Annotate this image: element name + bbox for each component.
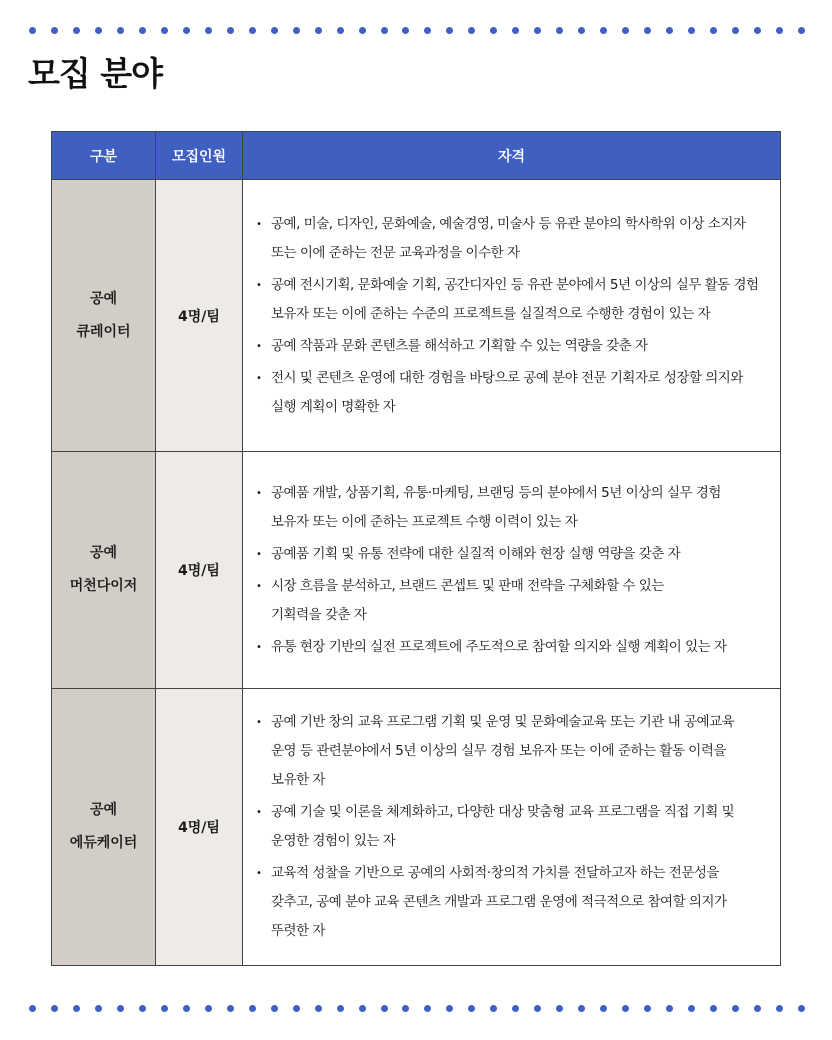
recruitment-table [51,131,781,966]
table-row [52,689,781,966]
dot-icon [315,27,322,34]
row-qualifications [243,452,781,689]
qualification-item [254,540,770,569]
dot-icon [139,27,146,34]
dot-icon [578,1005,585,1012]
qualification-line: 기획력을 갖춘 자 [271,606,367,623]
dot-icon [293,1005,300,1012]
qualification-line: • 공예 기반 창의 교육 프로그램 기획 및 운영 및 문화예술교육 또는 기관 내 공예교육 [271,714,735,730]
dot-icon [249,27,256,34]
dot-icon [732,27,739,34]
dot-icon [73,1005,80,1012]
dot-icon [512,27,519,34]
dot-icon [512,1005,519,1012]
row-count: 4명/팀 [156,180,243,452]
qualification-item [254,572,770,630]
dot-icon [710,27,717,34]
top-dot-divider [29,26,805,34]
qualification-line: • 공예품 개발, 상품기획, 유통·마케팅, 브랜딩 등의 분야에서 5년 이상의 실무 경험 [271,484,721,501]
dot-icon [490,27,497,34]
table-header-row [52,132,781,180]
dot-icon [556,1005,563,1012]
dot-icon [161,1005,168,1012]
row-category [52,689,156,966]
dot-icon [578,27,585,34]
dot-icon [424,1005,431,1012]
dot-icon [315,1005,322,1012]
dot-icon [688,27,695,34]
dot-icon [337,27,344,34]
page-title: 모집 분야 [28,54,163,93]
row-category [52,180,156,452]
dot-icon [402,27,409,34]
qualification-line: 운영 등 관련분야에서 5년 이상의 실무 경험 보유자 또는 이에 준하는 활동 이력을 [271,743,726,759]
qualification-item [254,479,770,537]
qualification-line: • 공예 전시기획, 문화예술 기획, 공간디자인 등 유관 분야에서 5년 이상의 실무 활동 경험 [271,276,759,293]
dot-icon [798,27,805,34]
dot-icon [710,1005,717,1012]
dot-icon [754,1005,761,1012]
dot-icon [534,1005,541,1012]
dot-icon [337,1005,344,1012]
dot-icon [95,27,102,34]
category-line: 공예 [89,802,118,818]
qualification-line: 뚜렷한 자 [271,923,325,939]
dot-icon [359,27,366,34]
header-category: 구분 [52,132,156,180]
category-line: 공예 [89,545,118,561]
qualification-line: 갖추고, 공예 분야 교육 콘텐츠 개발과 프로그램 운영에 적극적으로 참여할 의지가 [271,894,727,910]
table-row [52,180,781,452]
dot-icon [271,1005,278,1012]
dot-icon [227,1005,234,1012]
dot-icon [776,1005,783,1012]
dot-icon [29,27,36,34]
qualification-line: • 공예 기술 및 이론을 체계화하고, 다양한 대상 맞춤형 교육 프로그램을 직접 기획 및 [271,804,735,820]
dot-icon [249,1005,256,1012]
dot-icon [688,1005,695,1012]
category-line: 머천다이저 [69,578,138,594]
dot-icon [600,1005,607,1012]
row-count: 4명/팀 [156,452,243,689]
dot-icon [29,1005,36,1012]
dot-icon [381,27,388,34]
qualification-line: • 전시 및 콘텐츠 운영에 대한 경험을 바탕으로 공예 분야 전문 기획자로 성장할 의지와 [271,369,743,386]
dot-icon [754,27,761,34]
qualification-line: 또는 이에 준하는 전문 교육과정을 이수한 자 [271,244,520,261]
dot-icon [227,27,234,34]
dot-icon [293,27,300,34]
dot-icon [600,27,607,34]
dot-icon [117,27,124,34]
qualification-line: 운영한 경험이 있는 자 [271,833,396,849]
dot-icon [51,1005,58,1012]
dot-icon [556,27,563,34]
dot-icon [644,1005,651,1012]
dot-icon [446,27,453,34]
category-line: 큐레이터 [76,323,131,340]
bottom-dot-divider [29,1004,805,1012]
dot-icon [402,1005,409,1012]
dot-icon [776,27,783,34]
dot-icon [534,27,541,34]
qualification-item [254,364,770,422]
dot-icon [117,1005,124,1012]
qualification-line: • 공예 작품과 문화 콘텐츠를 해석하고 기획할 수 있는 역량을 갖춘 자 [271,337,648,354]
dot-icon [205,27,212,34]
qualification-line: • 시장 흐름을 분석하고, 브랜드 콘셉트 및 판매 전략을 구체화할 수 있는 [271,577,664,594]
row-qualifications [243,180,781,452]
table-row [52,452,781,689]
qualification-line: • 공예품 기획 및 유통 전략에 대한 실질적 이해와 현장 실행 역량을 갖춘 자 [271,545,681,562]
dot-icon [644,27,651,34]
dot-icon [359,1005,366,1012]
qualification-line: 실행 계획이 명확한 자 [271,398,396,415]
qualification-item [254,271,770,329]
dot-icon [732,1005,739,1012]
dot-icon [95,1005,102,1012]
dot-icon [161,27,168,34]
qualification-item [254,859,770,946]
qualification-item [254,633,770,662]
dot-icon [446,1005,453,1012]
dot-icon [271,27,278,34]
dot-icon [139,1005,146,1012]
dot-icon [622,27,629,34]
row-qualifications [243,689,781,966]
qualification-item [254,708,770,795]
dot-icon [424,27,431,34]
dot-icon [666,1005,673,1012]
dot-icon [666,27,673,34]
category-line: 공예 [89,290,118,307]
qualification-line: • 유통 현장 기반의 실전 프로젝트에 주도적으로 참여할 의지와 실행 계획이 있는 자 [271,638,727,655]
row-count: 4명/팀 [156,689,243,966]
dot-icon [205,1005,212,1012]
qualification-line: • 공예, 미술, 디자인, 문화예술, 예술경영, 미술사 등 유관 분야의 학사학위 이상 소지자 [271,215,746,232]
dot-icon [468,1005,475,1012]
qualification-line: 보유자 또는 이에 준하는 프로젝트 수행 이력이 있는 자 [271,513,578,530]
dot-icon [73,27,80,34]
dot-icon [51,27,58,34]
qualification-line: • 교육적 성찰을 기반으로 공예의 사회적·창의적 가치를 전달하고자 하는 전문성을 [271,865,719,881]
dot-icon [490,1005,497,1012]
dot-icon [622,1005,629,1012]
dot-icon [798,1005,805,1012]
qualification-item [254,332,770,361]
dot-icon [183,27,190,34]
header-count: 모집인원 [156,132,243,180]
dot-icon [468,27,475,34]
dot-icon [183,1005,190,1012]
header-qualification: 자격 [243,132,781,180]
qualification-line: 보유한 자 [271,772,325,788]
qualification-item [254,210,770,268]
dot-icon [381,1005,388,1012]
category-line: 에듀케이터 [69,835,138,851]
qualification-item [254,798,770,856]
qualification-line: 보유자 또는 이에 준하는 수준의 프로젝트를 실질적으로 수행한 경험이 있는 자 [271,305,711,322]
row-category [52,452,156,689]
